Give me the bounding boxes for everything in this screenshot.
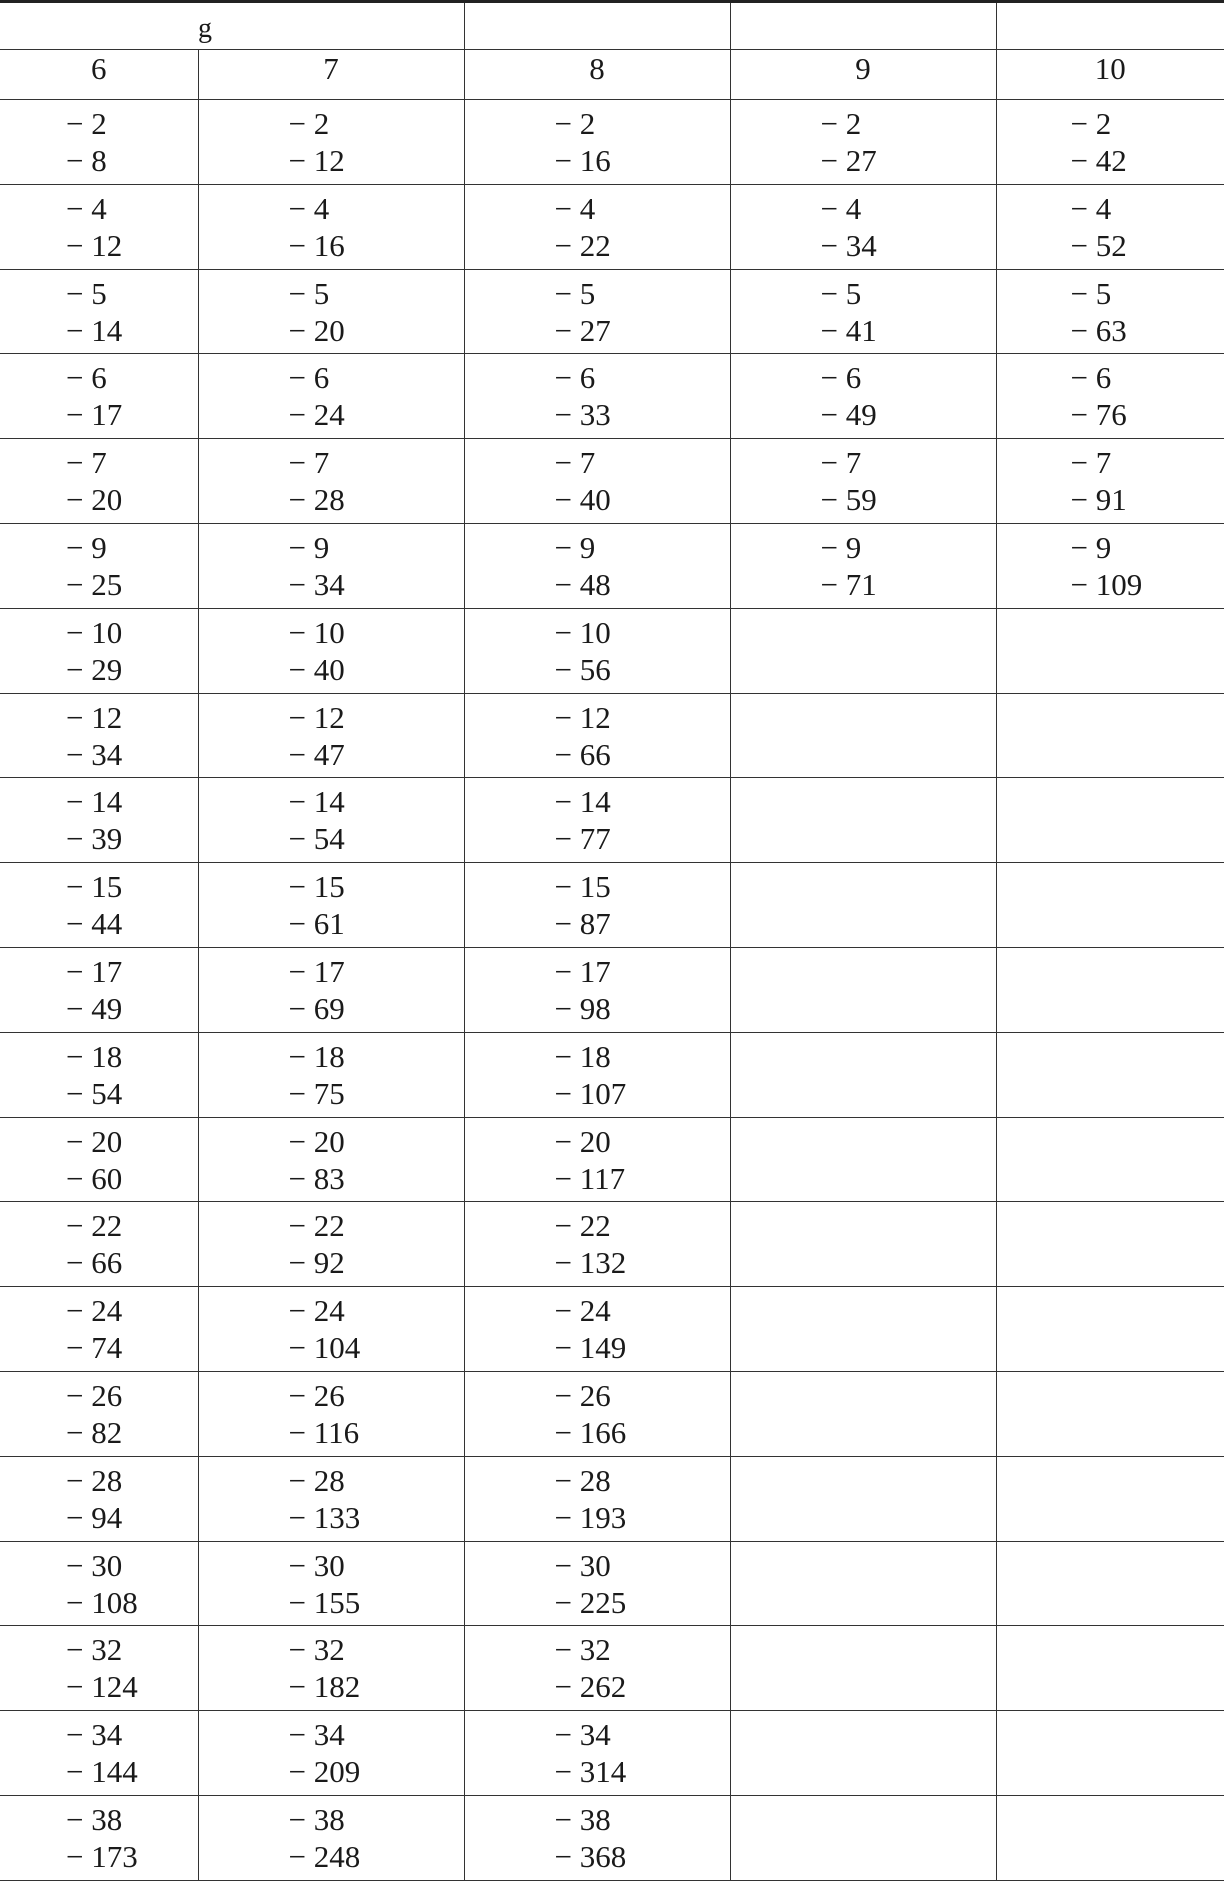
lower-deviation: − 12 (288, 143, 345, 178)
table-cell (0, 1202, 198, 1287)
upper-deviation: − 9 (66, 529, 107, 565)
header-cell-blank (730, 2, 996, 50)
upper-deviation: − 24 (66, 1293, 123, 1329)
table-row (0, 608, 1224, 693)
table-cell (996, 1287, 1224, 1372)
lower-deviation: − 29 (66, 651, 123, 687)
column-number: 6 (0, 50, 198, 100)
lower-deviation: − 24 (288, 397, 345, 433)
upper-deviation: − 12 (288, 699, 345, 735)
upper-deviation: − 4 (554, 190, 596, 226)
table-cell (0, 523, 198, 608)
upper-deviation: − 10 (288, 614, 345, 650)
table-cell (0, 1287, 198, 1372)
table-row (0, 354, 1224, 439)
upper-deviation: − 24 (288, 1293, 345, 1329)
upper-deviation: − 2 (66, 106, 107, 141)
lower-deviation: − 209 (288, 1754, 361, 1790)
table-cell (996, 523, 1224, 608)
upper-deviation: − 22 (66, 1208, 123, 1244)
table-cell (730, 1371, 996, 1456)
upper-deviation: − 17 (554, 953, 611, 989)
grade-label: g (198, 13, 212, 44)
upper-deviation: − 15 (554, 869, 611, 905)
upper-deviation: − 5 (820, 275, 862, 311)
upper-deviation: − 7 (820, 445, 862, 481)
table-cell (464, 1202, 730, 1287)
upper-deviation: − 17 (66, 953, 123, 989)
table-cell (198, 947, 464, 1032)
table-cell (996, 863, 1224, 948)
table-cell (730, 863, 996, 948)
column-number: 7 (198, 50, 464, 100)
table-cell (198, 608, 464, 693)
lower-deviation: − 54 (288, 821, 345, 857)
table-cell (730, 439, 996, 524)
table-cell (730, 184, 996, 269)
upper-deviation: − 4 (1070, 190, 1112, 226)
table-cell (730, 1117, 996, 1202)
lower-deviation: − 76 (1070, 397, 1127, 433)
grade-header-row (0, 2, 1224, 50)
lower-deviation: − 40 (554, 482, 611, 518)
table-cell (996, 1371, 1224, 1456)
upper-deviation: − 17 (288, 953, 345, 989)
table-cell (198, 1626, 464, 1711)
upper-deviation: − 15 (66, 869, 123, 905)
upper-deviation: − 34 (288, 1717, 345, 1753)
table-row (0, 184, 1224, 269)
column-number: 8 (464, 50, 730, 100)
upper-deviation: − 2 (820, 106, 862, 141)
lower-deviation: − 94 (66, 1499, 123, 1535)
header-cell-blank (996, 2, 1224, 50)
table-cell (0, 1371, 198, 1456)
table-cell (464, 608, 730, 693)
table-cell (464, 354, 730, 439)
upper-deviation: − 6 (1070, 360, 1112, 396)
table-cell (730, 269, 996, 354)
lower-deviation: − 262 (554, 1669, 627, 1705)
upper-deviation: − 28 (288, 1462, 345, 1498)
lower-deviation: − 98 (554, 990, 611, 1026)
table-cell (198, 1541, 464, 1626)
table-cell (996, 1795, 1224, 1880)
table-cell (730, 1541, 996, 1626)
table-row (0, 269, 1224, 354)
lower-deviation: − 74 (66, 1330, 123, 1366)
lower-deviation: − 16 (554, 143, 611, 178)
lower-deviation: − 63 (1070, 312, 1127, 348)
table-cell (0, 863, 198, 948)
table-cell (730, 693, 996, 778)
upper-deviation: − 32 (66, 1632, 123, 1668)
lower-deviation: − 117 (554, 1160, 626, 1196)
table-cell (198, 1711, 464, 1796)
table-row (0, 523, 1224, 608)
lower-deviation: − 41 (820, 312, 877, 348)
upper-deviation: − 2 (1070, 106, 1112, 141)
upper-deviation: − 6 (820, 360, 862, 396)
lower-deviation: − 82 (66, 1414, 123, 1450)
table-cell (464, 439, 730, 524)
lower-deviation: − 77 (554, 821, 611, 857)
lower-deviation: − 48 (554, 566, 611, 602)
upper-deviation: − 30 (66, 1547, 123, 1583)
table-cell (996, 1032, 1224, 1117)
table-row (0, 1371, 1224, 1456)
lower-deviation: − 27 (554, 312, 611, 348)
lower-deviation: − 33 (554, 397, 611, 433)
table-row (0, 863, 1224, 948)
upper-deviation: − 14 (66, 784, 123, 820)
lower-deviation: − 59 (820, 482, 877, 518)
table-cell (464, 1287, 730, 1372)
upper-deviation: − 34 (66, 1717, 123, 1753)
table-cell (730, 1626, 996, 1711)
lower-deviation: − 16 (288, 227, 345, 263)
upper-deviation: − 20 (288, 1123, 345, 1159)
lower-deviation: − 27 (820, 143, 877, 178)
lower-deviation: − 155 (288, 1584, 361, 1620)
table-cell (198, 1795, 464, 1880)
lower-deviation: − 40 (288, 651, 345, 687)
table-row (0, 1456, 1224, 1541)
table-cell (464, 778, 730, 863)
table-cell (996, 1202, 1224, 1287)
table-cell (996, 693, 1224, 778)
table-cell (0, 1456, 198, 1541)
lower-deviation: − 39 (66, 821, 123, 857)
table-cell (730, 1287, 996, 1372)
table-cell (464, 523, 730, 608)
lower-deviation: − 193 (554, 1499, 627, 1535)
table-cell (996, 439, 1224, 524)
table-row (0, 1541, 1224, 1626)
table-row (0, 947, 1224, 1032)
header-cell-blank (464, 2, 730, 50)
lower-deviation: − 34 (66, 736, 123, 772)
table-cell (198, 1117, 464, 1202)
upper-deviation: − 10 (66, 614, 123, 650)
upper-deviation: − 18 (66, 1038, 123, 1074)
table-cell (730, 778, 996, 863)
lower-deviation: − 8 (66, 143, 107, 178)
lower-deviation: − 104 (288, 1330, 361, 1366)
table-cell (464, 1711, 730, 1796)
table-cell (464, 184, 730, 269)
table-cell (730, 1795, 996, 1880)
table-row (0, 100, 1224, 185)
lower-deviation: − 61 (288, 906, 345, 942)
table-row (0, 778, 1224, 863)
upper-deviation: − 4 (820, 190, 862, 226)
upper-deviation: − 18 (288, 1038, 345, 1074)
table-cell (0, 100, 198, 185)
lower-deviation: − 42 (1070, 143, 1127, 178)
table-cell (198, 1287, 464, 1372)
lower-deviation: − 182 (288, 1669, 361, 1705)
table-cell (464, 1456, 730, 1541)
upper-deviation: − 7 (1070, 445, 1112, 481)
upper-deviation: − 6 (554, 360, 596, 396)
lower-deviation: − 34 (820, 227, 877, 263)
upper-deviation: − 38 (554, 1801, 611, 1837)
table-row (0, 1032, 1224, 1117)
table-cell (0, 947, 198, 1032)
upper-deviation: − 7 (288, 445, 330, 481)
lower-deviation: − 25 (66, 566, 123, 602)
upper-deviation: − 9 (554, 529, 596, 565)
table-row (0, 1287, 1224, 1372)
table-cell (198, 1456, 464, 1541)
upper-deviation: − 28 (66, 1462, 123, 1498)
upper-deviation: − 6 (66, 360, 107, 396)
lower-deviation: − 248 (288, 1838, 361, 1874)
lower-deviation: − 144 (66, 1754, 138, 1790)
lower-deviation: − 368 (554, 1838, 627, 1874)
table-cell (198, 1202, 464, 1287)
upper-deviation: − 34 (554, 1717, 611, 1753)
column-number: 10 (996, 50, 1224, 100)
upper-deviation: − 5 (288, 275, 330, 311)
table-cell (0, 1795, 198, 1880)
upper-deviation: − 28 (554, 1462, 611, 1498)
table-cell (198, 863, 464, 948)
table-cell (996, 269, 1224, 354)
upper-deviation: − 2 (288, 106, 330, 141)
lower-deviation: − 173 (66, 1838, 138, 1874)
lower-deviation: − 116 (288, 1414, 360, 1450)
lower-deviation: − 17 (66, 397, 123, 433)
upper-deviation: − 14 (554, 784, 611, 820)
table-cell (730, 1032, 996, 1117)
lower-deviation: − 83 (288, 1160, 345, 1196)
table-cell (996, 100, 1224, 185)
upper-deviation: − 9 (288, 529, 330, 565)
table-cell (198, 523, 464, 608)
upper-deviation: − 26 (66, 1377, 123, 1413)
lower-deviation: − 49 (820, 397, 877, 433)
lower-deviation: − 133 (288, 1499, 361, 1535)
table-row (0, 1795, 1224, 1880)
lower-deviation: − 166 (554, 1414, 627, 1450)
table-cell (0, 1032, 198, 1117)
lower-deviation: − 149 (554, 1330, 627, 1366)
table-cell (0, 439, 198, 524)
upper-deviation: − 9 (820, 529, 862, 565)
table-cell (0, 269, 198, 354)
lower-deviation: − 28 (288, 482, 345, 518)
lower-deviation: − 91 (1070, 482, 1127, 518)
upper-deviation: − 4 (66, 190, 107, 226)
lower-deviation: − 22 (554, 227, 611, 263)
lower-deviation: − 34 (288, 566, 345, 602)
table-cell (996, 184, 1224, 269)
table-cell (198, 778, 464, 863)
table-cell (198, 354, 464, 439)
column-number-row (0, 50, 1224, 100)
table-cell (464, 1541, 730, 1626)
table-cell (730, 608, 996, 693)
table-row (0, 1202, 1224, 1287)
lower-deviation: − 44 (66, 906, 123, 942)
lower-deviation: − 54 (66, 1075, 123, 1111)
table-row (0, 693, 1224, 778)
table-cell (730, 523, 996, 608)
upper-deviation: − 30 (288, 1547, 345, 1583)
upper-deviation: − 18 (554, 1038, 611, 1074)
upper-deviation: − 26 (288, 1377, 345, 1413)
table-cell (996, 778, 1224, 863)
upper-deviation: − 7 (554, 445, 596, 481)
lower-deviation: − 66 (66, 1245, 123, 1281)
grade-header-cell (0, 2, 464, 50)
table-cell (730, 1202, 996, 1287)
lower-deviation: − 14 (66, 312, 123, 348)
table-cell (0, 1626, 198, 1711)
lower-deviation: − 52 (1070, 227, 1127, 263)
table-cell (198, 693, 464, 778)
table-cell (464, 1626, 730, 1711)
table-cell (198, 1032, 464, 1117)
lower-deviation: − 49 (66, 990, 123, 1026)
upper-deviation: − 12 (66, 699, 123, 735)
lower-deviation: − 314 (554, 1754, 627, 1790)
table-cell (464, 1117, 730, 1202)
lower-deviation: − 69 (288, 990, 345, 1026)
table-cell (996, 608, 1224, 693)
upper-deviation: − 38 (288, 1801, 345, 1837)
upper-deviation: − 22 (288, 1208, 345, 1244)
table-row (0, 1711, 1224, 1796)
table-cell (464, 1371, 730, 1456)
upper-deviation: − 5 (1070, 275, 1112, 311)
table-cell (0, 1711, 198, 1796)
table-cell (198, 100, 464, 185)
table-cell (996, 1626, 1224, 1711)
table-cell (0, 1541, 198, 1626)
lower-deviation: − 20 (66, 482, 123, 518)
table-cell (0, 354, 198, 439)
table-cell (464, 1032, 730, 1117)
upper-deviation: − 6 (288, 360, 330, 396)
table-cell (0, 693, 198, 778)
lower-deviation: − 75 (288, 1075, 345, 1111)
upper-deviation: − 26 (554, 1377, 611, 1413)
table-cell (0, 184, 198, 269)
table-row (0, 1117, 1224, 1202)
upper-deviation: − 15 (288, 869, 345, 905)
table-cell (0, 608, 198, 693)
lower-deviation: − 66 (554, 736, 611, 772)
table-cell (730, 100, 996, 185)
table-cell (464, 863, 730, 948)
table-cell (730, 1456, 996, 1541)
lower-deviation: − 87 (554, 906, 611, 942)
lower-deviation: − 56 (554, 651, 611, 687)
upper-deviation: − 14 (288, 784, 345, 820)
table-cell (198, 439, 464, 524)
table-cell (996, 354, 1224, 439)
upper-deviation: − 7 (66, 445, 107, 481)
table-cell (730, 354, 996, 439)
table-cell (198, 184, 464, 269)
table-cell (464, 947, 730, 1032)
upper-deviation: − 5 (66, 275, 107, 311)
upper-deviation: − 4 (288, 190, 330, 226)
table-cell (0, 1117, 198, 1202)
lower-deviation: − 124 (66, 1669, 138, 1705)
upper-deviation: − 32 (288, 1632, 345, 1668)
lower-deviation: − 47 (288, 736, 345, 772)
lower-deviation: − 12 (66, 227, 123, 263)
table-cell (996, 1711, 1224, 1796)
lower-deviation: − 92 (288, 1245, 345, 1281)
lower-deviation: − 71 (820, 566, 877, 602)
upper-deviation: − 9 (1070, 529, 1112, 565)
table-cell (198, 269, 464, 354)
upper-deviation: − 30 (554, 1547, 611, 1583)
table-cell (464, 693, 730, 778)
table-cell (464, 1795, 730, 1880)
upper-deviation: − 20 (66, 1123, 123, 1159)
table-cell (996, 1456, 1224, 1541)
table-cell (996, 1117, 1224, 1202)
upper-deviation: − 12 (554, 699, 611, 735)
upper-deviation: − 20 (554, 1123, 611, 1159)
upper-deviation: − 24 (554, 1293, 611, 1329)
table-cell (996, 947, 1224, 1032)
table-cell (730, 947, 996, 1032)
lower-deviation: − 225 (554, 1584, 627, 1620)
lower-deviation: − 107 (554, 1075, 627, 1111)
upper-deviation: − 10 (554, 614, 611, 650)
upper-deviation: − 22 (554, 1208, 611, 1244)
lower-deviation: − 60 (66, 1160, 123, 1196)
upper-deviation: − 5 (554, 275, 596, 311)
table-cell (464, 100, 730, 185)
lower-deviation: − 132 (554, 1245, 627, 1281)
table-cell (464, 269, 730, 354)
lower-deviation: − 108 (66, 1584, 138, 1620)
lower-deviation: − 109 (1070, 566, 1143, 602)
table-cell (730, 1711, 996, 1796)
table-cell (198, 1371, 464, 1456)
table-cell (0, 778, 198, 863)
table-cell (996, 1541, 1224, 1626)
table-row (0, 439, 1224, 524)
lower-deviation: − 20 (288, 312, 345, 348)
upper-deviation: − 32 (554, 1632, 611, 1668)
upper-deviation: − 2 (554, 106, 596, 141)
column-number: 9 (730, 50, 996, 100)
upper-deviation: − 38 (66, 1801, 123, 1837)
table-row (0, 1626, 1224, 1711)
